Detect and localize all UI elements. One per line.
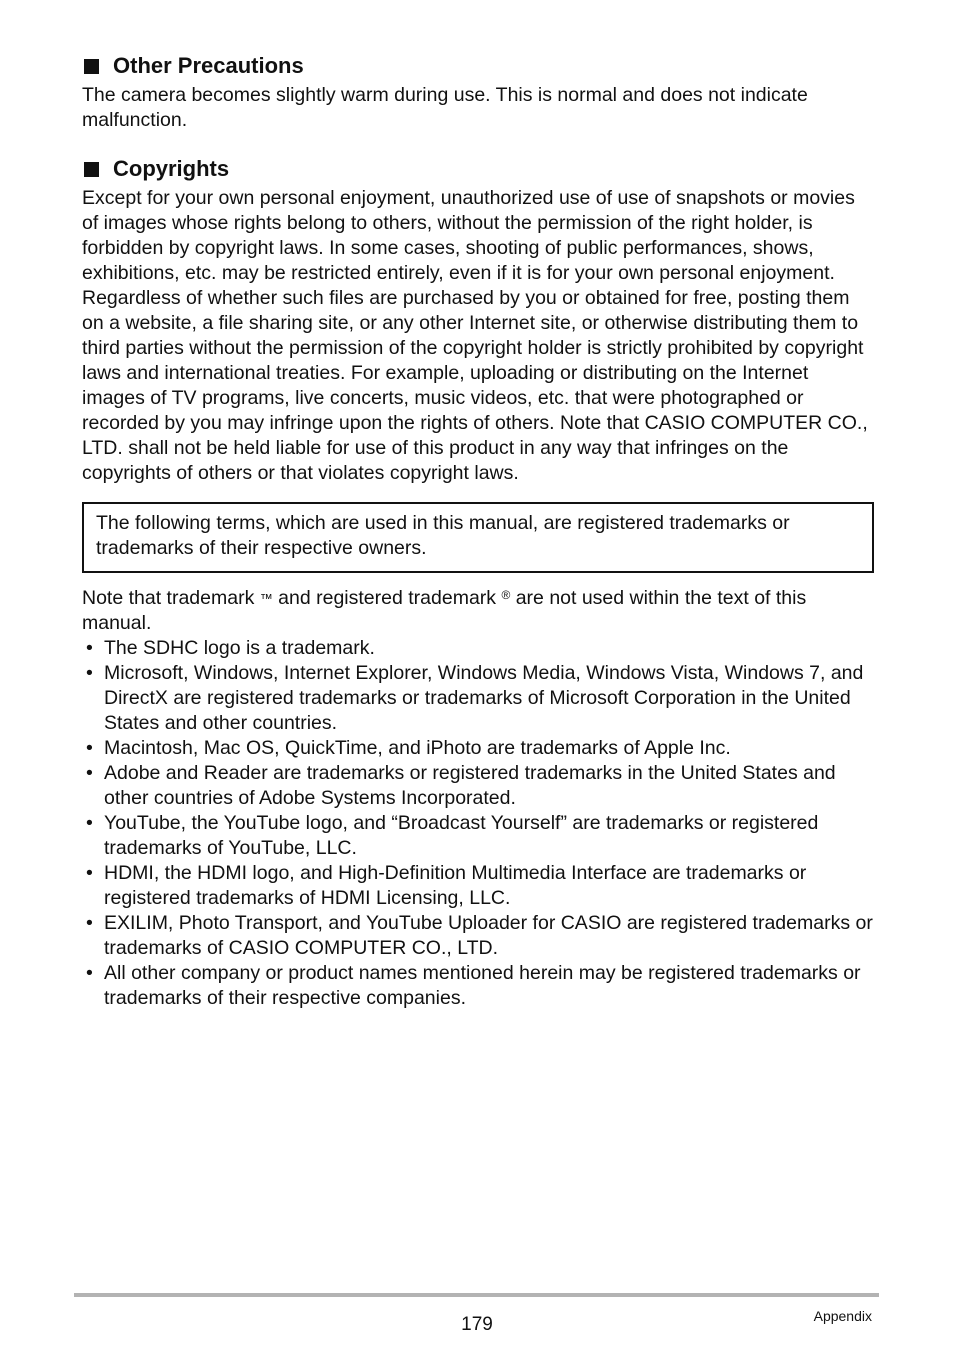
bullet-icon: •: [86, 637, 93, 659]
copyrights-body: Except for your own personal enjoyment, unauthorized use of use of snapshots or movies of images whose rights belong to others, without the permission of the right holder, is forbidden by copyright laws. In some cases, shooting of public performances, shows, exhibitions, etc. may be restricted entirely, even if it is for your own personal enjoyment. Regardless of whether such files are purchased by you or obtained for free, posting them on a website, a file sharing site, or any other Internet site, or otherwise distributing them to third parties without the permission of the copyright holder is strictly prohibited by copyright laws and international treaties. For example, uploading or distributing on the Internet images of TV programs, live concerts, music videos, etc. that were photographed or recorded by you may infringe upon the rights of others. Note that CASIO COMPUTER CO., LTD. shall not be held liable for use of this product in any way that infringes on the copyrights of others or that violates copyright laws.: [82, 187, 868, 484]
section-other-precautions: [82, 52, 874, 133]
black-square-icon: [84, 59, 99, 74]
list-item: [82, 761, 874, 811]
bullet-icon: •: [86, 737, 93, 759]
list-item-text: Macintosh, Mac OS, QuickTime, and iPhoto are trademarks of Apple Inc.: [104, 737, 731, 759]
trademark-note-text-3: are not used within the text of this manual.: [82, 587, 807, 634]
trademark-note-text-1: Note that trademark: [82, 587, 260, 609]
trademark-symbol: ™: [259, 591, 273, 606]
section-copyrights: [82, 155, 874, 486]
trademark-note-text-2: and registered trademark: [272, 587, 502, 609]
page-content: [82, 52, 874, 1011]
bullet-icon: •: [86, 762, 93, 784]
list-item-text: YouTube, the YouTube logo, and “Broadcast Yourself” are trademarks or registered trademarks of YouTube, LLC.: [104, 812, 819, 859]
footer-section-label: Appendix: [813, 1308, 872, 1324]
list-item: [82, 661, 874, 736]
registered-symbol: ®: [501, 588, 511, 602]
black-square-icon: [84, 162, 99, 177]
section-heading-text: Copyrights: [113, 156, 230, 181]
bullet-icon: •: [86, 862, 93, 884]
list-item-text: EXILIM, Photo Transport, and YouTube Uploader for CASIO are registered trademarks or trademarks of CASIO COMPUTER CO., LTD.: [104, 912, 873, 959]
footer-divider: [74, 1293, 879, 1297]
list-item: [82, 861, 874, 911]
list-item: [82, 736, 874, 761]
list-item: [82, 961, 874, 1011]
bullet-icon: •: [86, 812, 93, 834]
list-item-text: Adobe and Reader are trademarks or registered trademarks in the United States and other countries of Adobe Systems Incorporated.: [104, 762, 836, 809]
bullet-icon: •: [86, 962, 93, 984]
trademark-list: [82, 636, 874, 1011]
list-item-text: The SDHC logo is a trademark.: [104, 637, 375, 659]
trademark-notice-box: The following terms, which are used in this manual, are registered trademarks or trademarks of their respective owners.: [82, 502, 874, 573]
trademark-note: [82, 583, 874, 636]
list-item: [82, 811, 874, 861]
list-item-text: All other company or product names mentioned herein may be registered trademarks or trademarks of their respective companies.: [104, 962, 861, 1009]
bullet-icon: •: [86, 912, 93, 934]
section-heading-other-precautions: [82, 52, 874, 80]
bullet-icon: •: [86, 662, 93, 684]
list-item: [82, 636, 874, 661]
list-item-text: HDMI, the HDMI logo, and High-Definition Multimedia Interface are trademarks or registered trademarks of HDMI Licensing, LLC.: [104, 862, 807, 909]
other-precautions-body: The camera becomes slightly warm during use. This is normal and does not indicate malfunction.: [82, 84, 808, 131]
section-heading-copyrights: [82, 155, 874, 183]
page-number: 179: [461, 1314, 493, 1335]
list-item: [82, 911, 874, 961]
section-heading-text: Other Precautions: [113, 53, 304, 78]
list-item-text: Microsoft, Windows, Internet Explorer, Windows Media, Windows Vista, Windows 7, and DirectX are registered trademarks or trademarks of Microsoft Corporation in the United States and other countries.: [104, 662, 864, 734]
